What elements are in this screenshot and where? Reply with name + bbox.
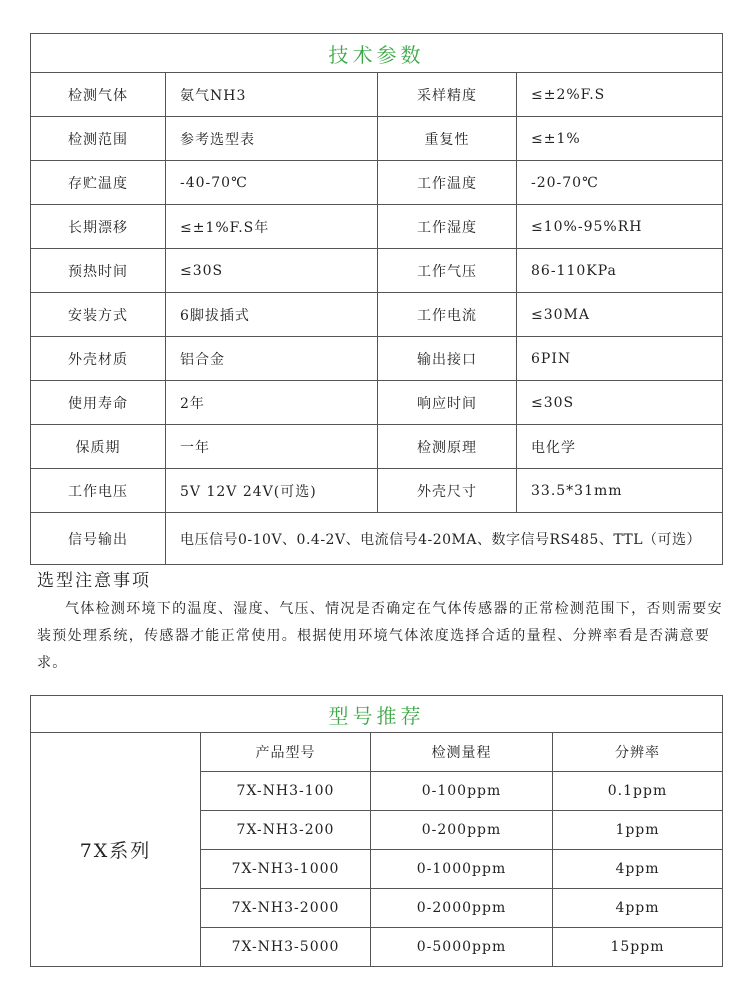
column-header: 分辨率: [553, 733, 723, 772]
spec-label: 工作气压: [378, 249, 517, 293]
spec-label: 使用寿命: [31, 381, 166, 425]
model-code: 7X-NH3-1000: [201, 850, 371, 889]
spec-label: 输出接口: [378, 337, 517, 381]
spec-table: [30, 33, 723, 565]
model-resolution: 15ppm: [553, 928, 723, 967]
series-label: 7X系列: [31, 733, 201, 967]
spec-label: 预热时间: [31, 249, 166, 293]
signal-label: 信号输出: [31, 513, 166, 565]
spec-value: -20-70℃: [517, 161, 723, 205]
spec-value: -40-70℃: [166, 161, 378, 205]
spec-row: [31, 425, 723, 469]
model-resolution: 0.1ppm: [553, 772, 723, 811]
column-header: 产品型号: [201, 733, 371, 772]
spec-label: 存贮温度: [31, 161, 166, 205]
spec-row: [31, 117, 723, 161]
spec-row: [31, 249, 723, 293]
model-resolution: 4ppm: [553, 850, 723, 889]
spec-label: 工作湿度: [378, 205, 517, 249]
model-code: 7X-NH3-200: [201, 811, 371, 850]
spec-value: 86-110KPa: [517, 249, 723, 293]
spec-row: [31, 381, 723, 425]
spec-label: 外壳材质: [31, 337, 166, 381]
spec-row: [31, 73, 723, 117]
spec-value: ≤30S: [517, 381, 723, 425]
model-range: 0-100ppm: [371, 772, 553, 811]
spec-label: 工作电压: [31, 469, 166, 513]
spec-value: 5V 12V 24V(可选): [166, 469, 378, 513]
notes-title: 选型注意事项: [37, 571, 151, 591]
spec-label: 检测范围: [31, 117, 166, 161]
model-table: [30, 695, 723, 967]
model-code: 7X-NH3-2000: [201, 889, 371, 928]
spec-title: 技术参数: [31, 34, 723, 73]
spec-label: 采样精度: [378, 73, 517, 117]
spec-value: 氨气NH3: [166, 73, 378, 117]
model-title: 型号推荐: [31, 696, 723, 733]
spec-value: 一年: [166, 425, 378, 469]
column-header: 检测量程: [371, 733, 553, 772]
model-range: 0-200ppm: [371, 811, 553, 850]
spec-value: 参考选型表: [166, 117, 378, 161]
spec-label: 长期漂移: [31, 205, 166, 249]
spec-label: 安装方式: [31, 293, 166, 337]
spec-value: ≤30MA: [517, 293, 723, 337]
spec-value: ≤30S: [166, 249, 378, 293]
spec-label: 工作温度: [378, 161, 517, 205]
spec-value: ≤10%-95%RH: [517, 205, 723, 249]
spec-value: 6脚拔插式: [166, 293, 378, 337]
spec-value: 铝合金: [166, 337, 378, 381]
spec-label: 保质期: [31, 425, 166, 469]
spec-label: 检测气体: [31, 73, 166, 117]
spec-label: 工作电流: [378, 293, 517, 337]
signal-value: 电压信号0-10V、0.4-2V、电流信号4-20MA、数字信号RS485、TTL（可选）: [166, 513, 723, 565]
spec-value: 电化学: [517, 425, 723, 469]
spec-row: [31, 161, 723, 205]
model-resolution: 1ppm: [553, 811, 723, 850]
model-range: 0-2000ppm: [371, 889, 553, 928]
spec-label: 响应时间: [378, 381, 517, 425]
spec-value: 6PIN: [517, 337, 723, 381]
spec-row-signal: [31, 513, 723, 565]
spec-value: 33.5*31mm: [517, 469, 723, 513]
spec-row: [31, 337, 723, 381]
model-header-row: [31, 733, 723, 772]
spec-value: ≤±1%F.S年: [166, 205, 378, 249]
model-code: 7X-NH3-5000: [201, 928, 371, 967]
spec-value: 2年: [166, 381, 378, 425]
spec-label: 重复性: [378, 117, 517, 161]
model-range: 0-5000ppm: [371, 928, 553, 967]
spec-row: [31, 469, 723, 513]
spec-value: ≤±1%: [517, 117, 723, 161]
spec-row: [31, 293, 723, 337]
spec-value: ≤±2%F.S: [517, 73, 723, 117]
model-code: 7X-NH3-100: [201, 772, 371, 811]
spec-label: 检测原理: [378, 425, 517, 469]
notes-body: 气体检测环境下的温度、湿度、气压、情况是否确定在气体传感器的正常检测范围下，否则需要安装预处理系统，传感器才能正常使用。根据使用环境气体浓度选择合适的量程、分辨率看是否满意要求。: [37, 601, 723, 671]
spec-label: 外壳尺寸: [378, 469, 517, 513]
model-resolution: 4ppm: [553, 889, 723, 928]
spec-row: [31, 205, 723, 249]
model-range: 0-1000ppm: [371, 850, 553, 889]
